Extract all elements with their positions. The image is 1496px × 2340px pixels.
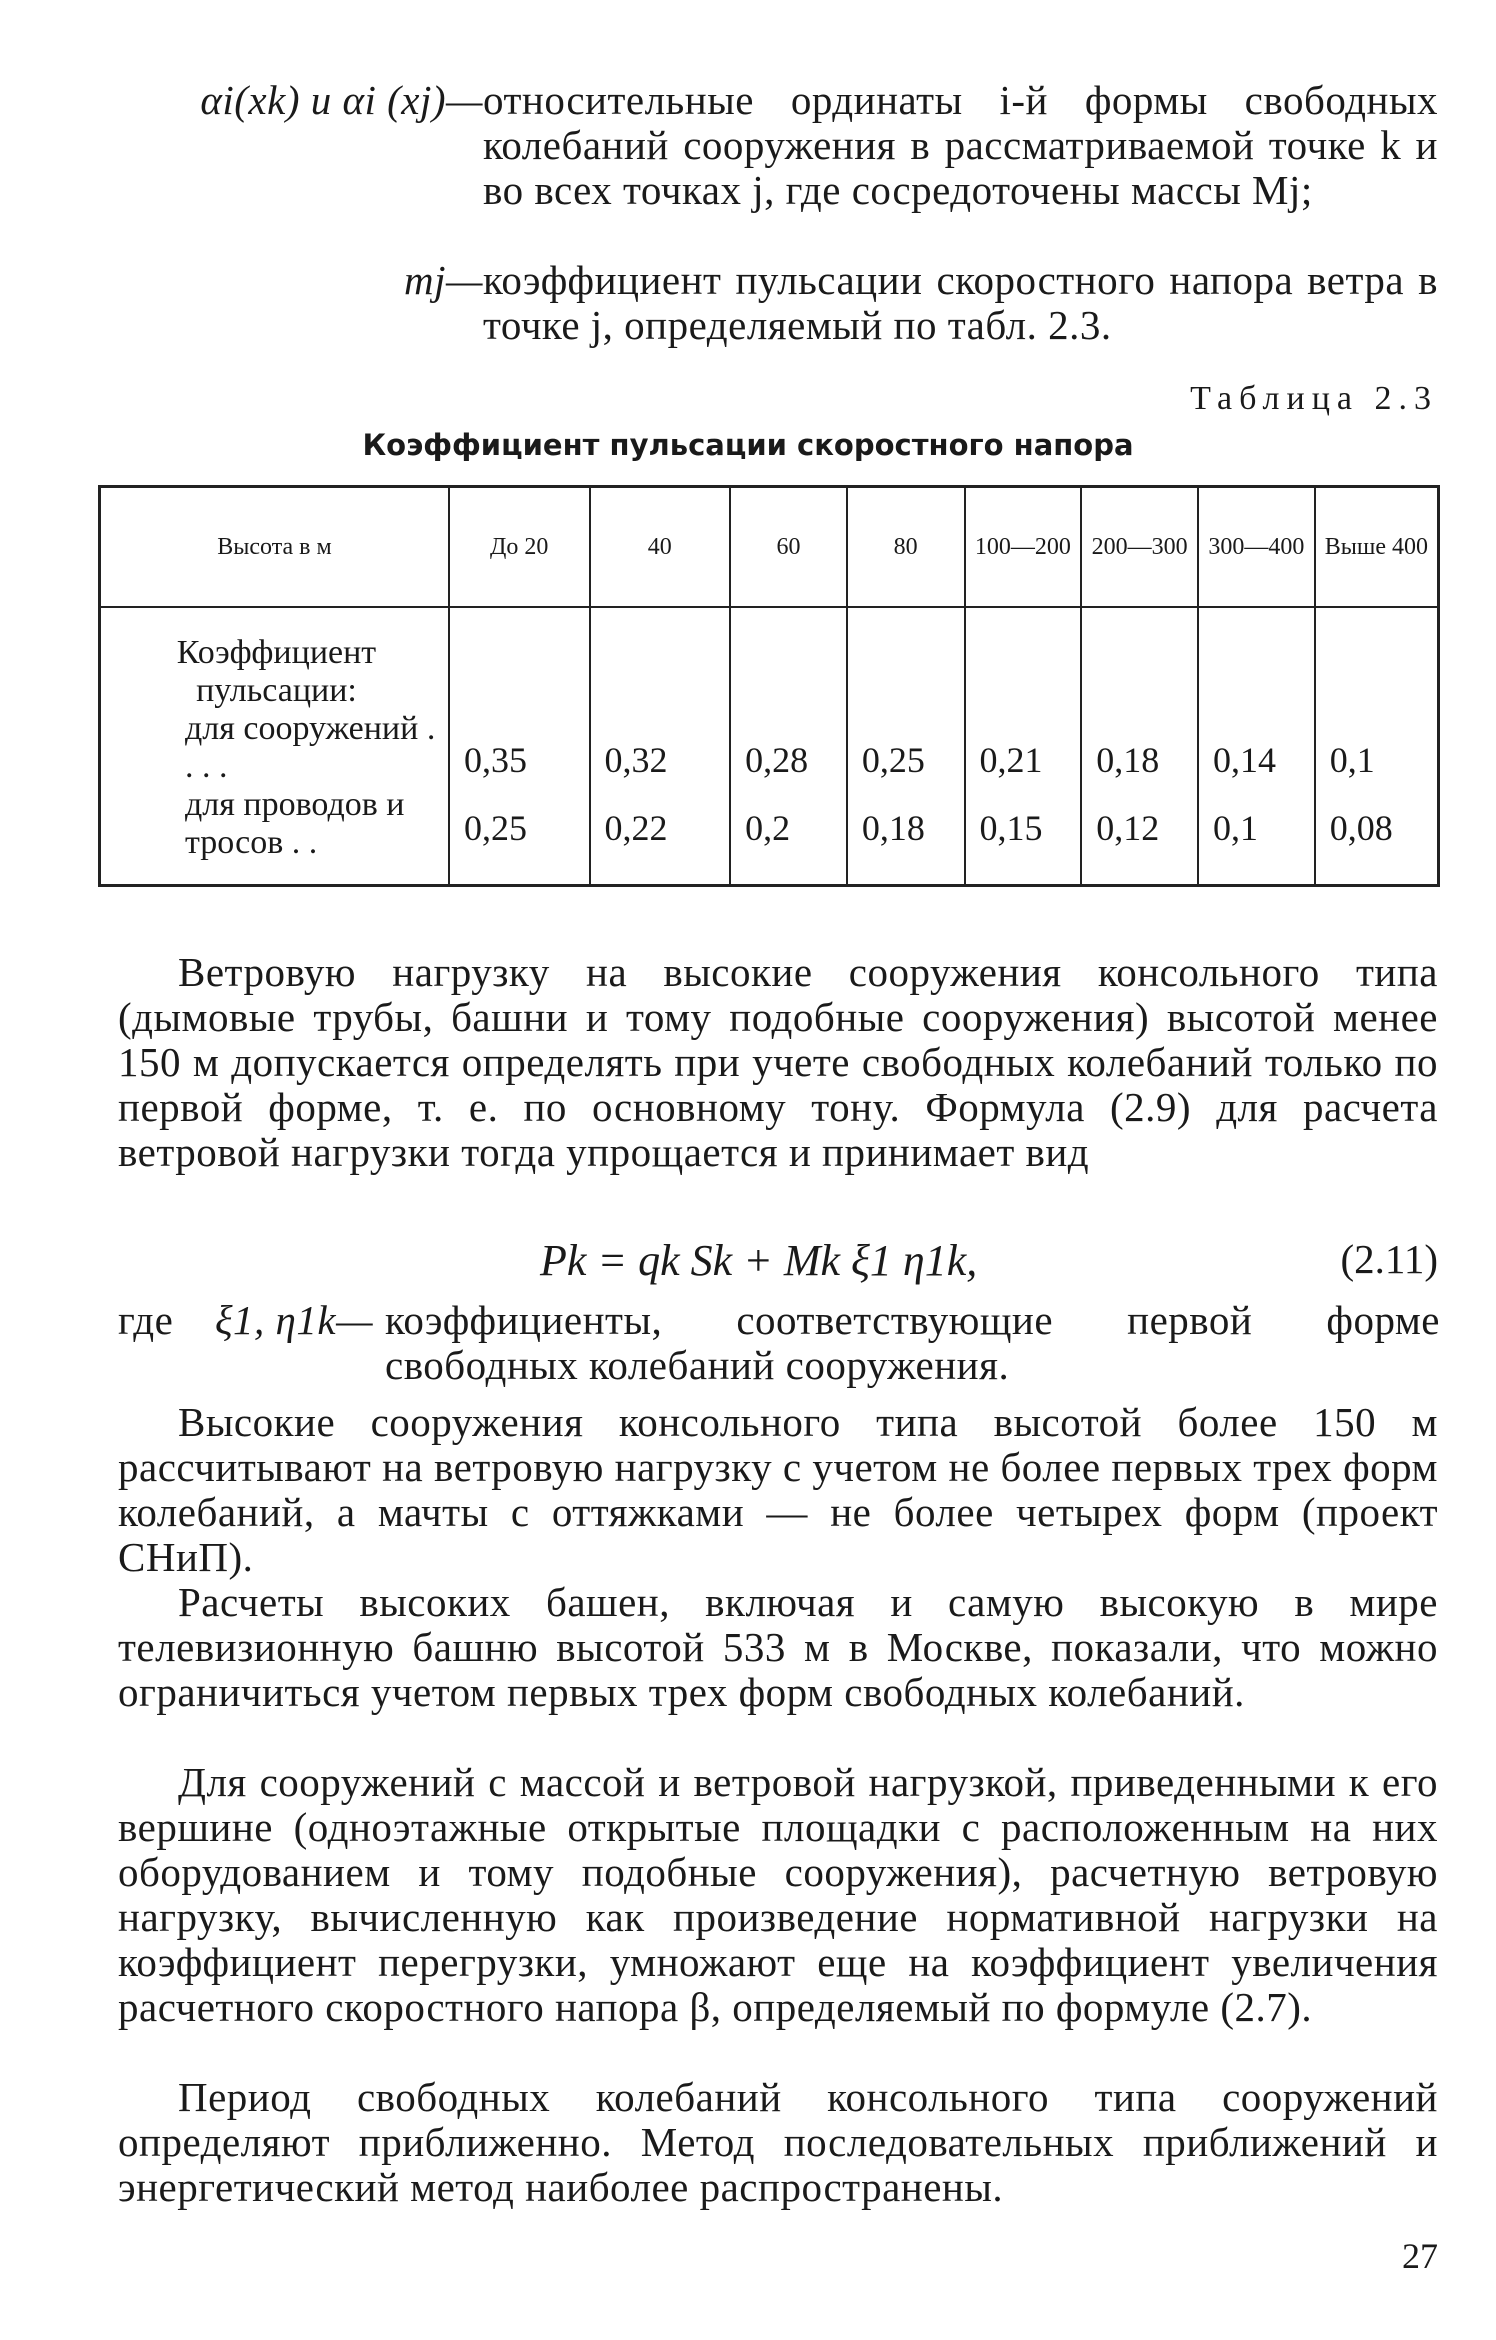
- definition-text: коэффициент пульсации скоростного напора ветра в точке j, определяемый по табл. 2.3.: [483, 257, 1438, 348]
- header-col: Выше 400: [1315, 487, 1439, 608]
- formula: Pk = qk Sk + Mk ξ1 η1k,: [540, 1236, 978, 1285]
- definition-term: mj—: [404, 257, 483, 303]
- table-cell: [965, 607, 1082, 886]
- header-col: 40: [590, 487, 731, 608]
- value-structures: 0,32: [604, 740, 668, 780]
- table-cell: [590, 607, 731, 886]
- where-text: коэффициенты, соответствующие первой форме свободных колебаний сооружения.: [385, 1297, 1440, 1388]
- value-structures: 0,18: [1096, 740, 1160, 780]
- paragraph: Период свободных колебаний консольного типа сооружений определяют приближенно. Метод последовательных приближений и энергетический метод наиболее распространены.: [118, 2074, 1438, 2210]
- value-structures: 0,1: [1329, 740, 1375, 780]
- table-cell: [449, 607, 590, 886]
- row-label-main: Коэффициент пульсации:: [176, 634, 377, 709]
- value-wires: 0,2: [745, 808, 791, 848]
- row-label: [100, 607, 449, 886]
- table-cell: [1315, 607, 1439, 886]
- table-label: Таблица 2.3: [1190, 380, 1438, 417]
- value-wires: 0,12: [1096, 808, 1160, 848]
- table-cell: [1081, 607, 1198, 886]
- table-cell: [730, 607, 847, 886]
- header-col: 60: [730, 487, 847, 608]
- table-cell: [847, 607, 965, 886]
- value-structures: 0,14: [1213, 740, 1276, 780]
- value-wires: 0,22: [604, 808, 668, 848]
- row-label-wires: для проводов и тросов . .: [185, 786, 405, 861]
- value-wires: 0,08: [1329, 808, 1393, 848]
- value-structures: 0,28: [745, 740, 809, 780]
- pulsation-table: [98, 485, 1440, 887]
- table-title: Коэффициент пульсации скоростного напора: [362, 428, 1134, 462]
- table-row: [100, 607, 1439, 886]
- where-label: где: [118, 1297, 174, 1343]
- table-cell: [1198, 607, 1315, 886]
- row-label-structures: для сооружений . . . .: [185, 710, 436, 785]
- value-wires: 0,15: [979, 808, 1043, 848]
- value-wires: 0,25: [463, 808, 527, 848]
- paragraph: Для сооружений с массой и ветровой нагрузкой, приведенными к его вершине (одноэтажные открытые площадки с расположенным на них оборудованием и тому подобные сооружения), расчетную ветровую нагрузку, вычисленную как произведение нормативной нагрузки на коэффициент перегрузки, умножают еще на коэффициент увеличения расчетного скоростного напора β, определяемый по формуле (2.7).: [118, 1759, 1438, 2030]
- value-wires: 0,1: [1213, 808, 1258, 848]
- value-structures: 0,35: [463, 740, 527, 780]
- header-col: До 20: [449, 487, 590, 608]
- header-height: Высота в м: [100, 487, 449, 608]
- paragraph: Высокие сооружения консольного типа высотой более 150 м рассчитывают на ветровую нагрузку с учетом не более первых трех форм колебаний, а мачты с оттяжками — не более четырех форм (проект СНиП).: [118, 1399, 1438, 1580]
- table-header-row: [100, 487, 1439, 608]
- paragraph: Ветровую нагрузку на высокие сооружения консольного типа (дымовые трубы, башни и тому подобные сооружения) высотой менее 150 м допускается определять при учете свободных колебаний только по первой форме, т. е. по основному тону. Формула (2.9) для расчета ветровой нагрузки тогда упрощается и принимает вид: [118, 949, 1438, 1175]
- page-number: 27: [1402, 2236, 1438, 2276]
- value-structures: 0,25: [861, 740, 925, 780]
- value-structures: 0,21: [979, 740, 1043, 780]
- formula-number: (2.11): [1340, 1236, 1438, 1282]
- header-col: 300—400: [1198, 487, 1315, 608]
- header-col: 200—300: [1081, 487, 1198, 608]
- header-col: 100—200: [965, 487, 1082, 608]
- definition-term: αi(xk) и αi (xj)—: [200, 77, 483, 123]
- where-symbols: ξ1, η1k—: [215, 1297, 374, 1343]
- value-wires: 0,18: [861, 808, 925, 848]
- header-col: 80: [847, 487, 965, 608]
- paragraph: Расчеты высоких башен, включая и самую высокую в мире телевизионную башню высотой 533 м в Москве, показали, что можно ограничиться учетом первых трех форм свободных колебаний.: [118, 1579, 1438, 1715]
- definition-text: относительные ординаты i-й формы свободных колебаний сооружения в рассматриваемой точке k и во всех точках j, где сосредоточены массы Mj;: [483, 77, 1438, 213]
